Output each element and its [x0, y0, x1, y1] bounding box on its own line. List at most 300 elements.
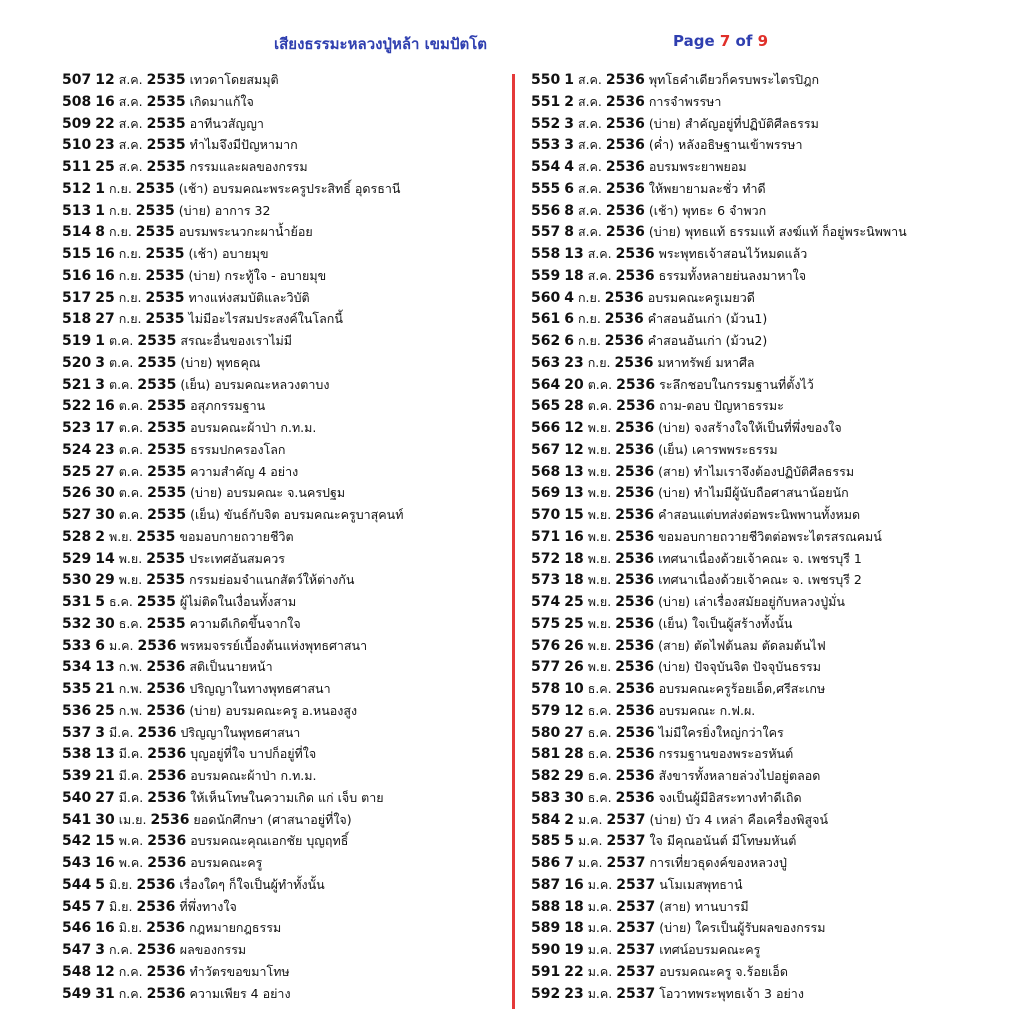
entry-title: (เย็น) อบรมคณะหลวงตาบง: [180, 376, 330, 392]
entry-year: 2535: [147, 420, 187, 436]
entry-month: พ.ย.: [587, 594, 612, 609]
entry-year: 2536: [614, 354, 654, 371]
entry-year: 2535: [146, 550, 186, 567]
entry-day: 12: [95, 963, 115, 980]
list-item: [62, 983, 502, 1005]
list-item: [62, 178, 502, 200]
list-item: [62, 287, 502, 309]
entry-number: 572: [531, 550, 561, 567]
entry-year: 2535: [146, 115, 186, 132]
page-header: [0, 30, 1024, 60]
entry-day: 25: [95, 702, 115, 719]
entry-title: ให้เห็นโทษในความเกิด แก่ เจ็บ ตาย: [190, 789, 384, 805]
entry-day: 12: [564, 702, 584, 719]
entry-day: 26: [564, 637, 584, 654]
entry-month: พ.ค.: [118, 833, 144, 849]
entry-month: ธ.ค.: [587, 789, 612, 805]
entry-year: 2536: [615, 746, 655, 763]
entry-number: 534: [62, 659, 92, 676]
entry-day: 23: [95, 137, 115, 154]
entry-title: อสุภกรรมฐาน: [190, 398, 266, 414]
entry-month: ม.ค.: [587, 963, 613, 979]
entry-year: 2536: [604, 333, 644, 349]
list-item: [62, 243, 502, 265]
entry-day: 4: [564, 159, 574, 175]
entry-title: (บ่าย) ปัจจุบันจิต ปัจจุบันธรรม: [658, 659, 821, 675]
entry-title: ไม่มีใครยิ่งใหญ่กว่าใคร: [658, 724, 784, 740]
entry-month: ส.ค.: [118, 93, 143, 109]
list-item: [531, 743, 1011, 765]
entry-title: อบรมพระยาพยอม: [648, 159, 747, 174]
entry-year: 2536: [615, 420, 655, 436]
entry-day: 22: [564, 963, 584, 980]
entry-month: พ.ย.: [587, 485, 612, 501]
entry-year: 2536: [605, 72, 645, 88]
entry-title: กรรมย่อมจำแนกสัตว์ให้ต่างกัน: [189, 572, 355, 588]
entry-year: 2537: [616, 898, 656, 915]
entry-number: 582: [531, 768, 561, 784]
entry-day: 8: [95, 224, 105, 241]
entry-day: 13: [95, 659, 115, 676]
entry-day: 3: [95, 942, 105, 958]
entry-day: 18: [564, 550, 584, 567]
entry-number: 578: [531, 681, 561, 697]
entry-number: 563: [531, 354, 561, 371]
entry-day: 1: [95, 333, 105, 349]
entry-year: 2535: [136, 528, 176, 545]
entry-month: พ.ย.: [587, 550, 612, 566]
entry-year: 2536: [615, 550, 655, 567]
entry-day: 3: [564, 115, 574, 132]
entry-month: พ.ย.: [587, 463, 612, 479]
entry-title: (สาย) ตัดไฟต้นลม ตัดลมต้นไฟ: [658, 637, 826, 653]
entry-year: 2536: [147, 789, 187, 806]
entry-month: ม.ค.: [577, 811, 603, 827]
list-item: [62, 200, 502, 222]
entry-month: ส.ค.: [118, 72, 143, 87]
entry-year: 2535: [146, 159, 186, 175]
entry-year: 2536: [146, 985, 186, 1002]
entry-year: 2535: [137, 354, 177, 371]
entry-day: 6: [564, 311, 574, 328]
entry-number: 554: [531, 159, 561, 175]
entry-day: 7: [95, 898, 105, 915]
entry-month: ธ.ค.: [108, 594, 133, 609]
entry-number: 586: [531, 855, 561, 871]
entry-number: 577: [531, 659, 561, 676]
entry-number: 573: [531, 572, 561, 589]
entry-day: 23: [95, 441, 115, 458]
entry-title: ไม่มีอะไรสมประสงค์ในโลกนี้: [188, 311, 343, 327]
entry-day: 19: [564, 942, 584, 958]
entry-number: 553: [531, 137, 561, 154]
entry-day: 15: [564, 507, 584, 523]
entry-day: 27: [564, 724, 584, 741]
entry-month: ม.ค.: [587, 920, 613, 936]
entry-number: 512: [62, 180, 92, 197]
entry-number: 567: [531, 441, 561, 458]
entry-number: 525: [62, 463, 92, 480]
entry-title: พรหมจรรย์เบื้องต้นแห่งพุทธศาสนา: [180, 637, 368, 653]
entry-month: พ.ย.: [587, 637, 612, 653]
list-item: [531, 830, 1011, 852]
entry-number: 511: [62, 159, 92, 175]
entry-day: 15: [95, 833, 115, 850]
entry-title: (สาย) ทำไมเราจึงต้องปฏิบัติศีลธรรม: [658, 463, 855, 479]
list-item: [62, 961, 502, 983]
right-column: [531, 69, 1011, 1004]
entry-number: 571: [531, 528, 561, 545]
entry-month: พ.ย.: [587, 659, 612, 675]
entry-year: 2537: [616, 876, 656, 893]
list-item: [62, 265, 502, 287]
entry-day: 2: [564, 93, 574, 110]
entry-year: 2535: [145, 246, 185, 262]
entry-title: อบรมคณะผ้าป่า ก.ท.ม.: [190, 768, 317, 783]
entry-day: 13: [564, 246, 584, 262]
entry-title: ทำวัตรขอขมาโทษ: [189, 963, 290, 979]
entry-number: 551: [531, 93, 561, 110]
entry-month: พ.ย.: [118, 550, 143, 566]
list-item: [62, 569, 502, 591]
entry-title: เทวดาโดยสมมุติ: [189, 72, 279, 87]
list-item: [531, 917, 1011, 939]
entry-day: 1: [564, 72, 574, 88]
page-indicator: [673, 32, 768, 50]
entry-title: ที่พึ่งทางใจ: [179, 898, 237, 914]
entry-day: 27: [95, 311, 115, 328]
page-of: of: [735, 32, 753, 50]
entry-month: พ.ย.: [118, 572, 143, 588]
entry-title: ขอมอบกายถวายชีวิตต่อพระไตรสรณคมน์: [658, 528, 882, 544]
entry-number: 535: [62, 681, 92, 697]
entry-title: ทางแห่งสมบัติและวิบัติ: [188, 289, 310, 305]
entry-number: 517: [62, 289, 92, 306]
entry-month: พ.ย.: [587, 420, 612, 435]
entry-day: 22: [95, 115, 115, 132]
entry-month: พ.ค.: [118, 855, 144, 870]
list-item: [531, 91, 1011, 113]
entry-title: อบรมคณะ ก.ฟ.ผ.: [658, 702, 756, 718]
entry-month: พ.ย.: [587, 615, 612, 631]
list-item: [531, 178, 1011, 200]
entry-month: ก.ย.: [587, 354, 611, 370]
entry-day: 5: [95, 594, 105, 610]
entry-month: ส.ค.: [577, 202, 602, 218]
entry-title: มหาทรัพย์ มหาศีล: [657, 354, 755, 370]
entry-day: 29: [564, 768, 584, 784]
entry-day: 1: [95, 180, 105, 197]
entry-number: 568: [531, 463, 561, 480]
entry-month: พ.ย.: [108, 528, 133, 544]
entry-month: ม.ค.: [587, 876, 613, 892]
entry-day: 23: [564, 354, 584, 371]
entry-year: 2535: [147, 441, 187, 458]
list-item: [62, 113, 502, 135]
entry-day: 25: [95, 289, 115, 306]
list-item: [62, 134, 502, 156]
entry-day: 4: [564, 289, 574, 306]
entry-title: (เช้า) อบรมคณะพระครูประสิทธิ์ อุดรธานี: [178, 180, 401, 196]
entry-month: ส.ค.: [577, 180, 602, 196]
entry-day: 8: [564, 224, 574, 241]
entry-number: 516: [62, 267, 92, 284]
entry-number: 541: [62, 811, 92, 828]
entry-month: มิ.ย.: [108, 876, 133, 892]
entry-month: ม.ค.: [587, 898, 613, 914]
entry-month: ต.ค.: [118, 507, 144, 522]
list-item: [62, 613, 502, 635]
entry-title: พระพุทธเจ้าสอนไว้หมดแล้ว: [658, 246, 808, 261]
entry-month: ม.ค.: [587, 942, 613, 957]
entry-number: 543: [62, 855, 92, 871]
entry-month: พ.ย.: [587, 572, 612, 588]
list-item: [62, 830, 502, 852]
entry-year: 2537: [616, 985, 656, 1002]
entry-day: 1: [95, 202, 105, 219]
entry-number: 520: [62, 354, 92, 371]
list-item: [62, 939, 502, 961]
entry-title: อบรมคณะครู: [190, 855, 263, 870]
entry-number: 537: [62, 724, 92, 741]
entry-year: 2536: [616, 376, 656, 393]
entry-month: ก.ย.: [108, 202, 132, 218]
entry-number: 557: [531, 224, 561, 241]
list-item: [531, 417, 1011, 439]
entry-number: 519: [62, 333, 92, 349]
list-item: [531, 874, 1011, 896]
entry-title: (บ่าย) จงสร้างใจให้เป็นที่พึ่งของใจ: [658, 420, 842, 435]
entry-year: 2536: [605, 180, 645, 197]
entry-day: 25: [564, 615, 584, 632]
entry-number: 545: [62, 898, 92, 915]
list-item: [531, 591, 1011, 613]
entry-title: ผู้ไม่ติดในเงื่อนทั้งสาม: [179, 594, 297, 609]
entry-title: (บ่าย) เล่าเรื่องสมัยอยู่กับหลวงปู่มั่น: [658, 594, 845, 609]
entry-month: ส.ค.: [577, 137, 602, 153]
entry-title: ผลของกรรม: [179, 942, 247, 957]
list-item: [62, 591, 502, 613]
entry-year: 2535: [135, 224, 175, 241]
entry-day: 16: [95, 246, 115, 262]
entry-title: ระลึกชอบในกรรมฐานที่ตั้งไว้: [659, 376, 814, 392]
entry-number: 569: [531, 485, 561, 502]
entry-title: สติเป็นนายหน้า: [189, 659, 273, 675]
entry-month: ส.ค.: [577, 224, 602, 240]
entry-month: ก.ย.: [118, 311, 142, 327]
entry-number: 536: [62, 702, 92, 719]
entry-year: 2536: [615, 615, 655, 632]
entry-day: 30: [95, 811, 115, 828]
entry-year: 2536: [146, 963, 186, 980]
entry-month: ก.ย.: [577, 289, 601, 305]
entry-number: 561: [531, 311, 561, 328]
entry-year: 2535: [135, 180, 175, 197]
list-item: [531, 352, 1011, 374]
list-item: [531, 635, 1011, 657]
entry-month: เม.ย.: [118, 811, 147, 827]
entry-month: ก.ค.: [118, 963, 143, 979]
entry-month: ต.ค.: [118, 463, 144, 479]
entry-title: (เช้า) อบายมุข: [188, 246, 269, 261]
entry-year: 2536: [615, 768, 655, 784]
entry-number: 524: [62, 441, 92, 458]
entry-title: เทศนาเนื่องด้วยเจ้าคณะ จ. เพชรบุรี 1: [658, 550, 862, 566]
entry-title: อบรมคณะครูร้อยเอ็ด,ศรีสะเกษ: [658, 681, 826, 696]
entry-day: 18: [564, 898, 584, 915]
list-item: [62, 417, 502, 439]
entry-month: ธ.ค.: [587, 702, 612, 718]
entry-day: 30: [95, 485, 115, 502]
entry-year: 2536: [147, 855, 187, 871]
entry-day: 21: [95, 768, 115, 784]
entry-title: ปริญญาในพุทธศาสนา: [180, 724, 301, 740]
entry-number: 556: [531, 202, 561, 219]
list-item: [62, 809, 502, 831]
entry-year: 2536: [146, 659, 186, 676]
list-item: [531, 308, 1011, 330]
entry-day: 28: [564, 398, 584, 415]
entry-day: 10: [564, 681, 584, 697]
entry-title: อาทีนวสัญญา: [189, 115, 264, 131]
entry-title: คำสอนอันเก่า (ม้วน1): [647, 311, 768, 327]
entry-number: 523: [62, 420, 92, 436]
entry-month: ก.ย.: [577, 311, 601, 327]
entry-number: 575: [531, 615, 561, 632]
entry-title: เทศนาเนื่องด้วยเจ้าคณะ จ. เพชรบุรี 2: [658, 572, 862, 588]
list-item: [62, 874, 502, 896]
entry-day: 31: [95, 985, 115, 1002]
entry-number: 583: [531, 789, 561, 806]
entry-year: 2535: [145, 311, 185, 328]
list-item: [62, 504, 502, 526]
entry-title: (เย็น) ใจเป็นผู้สร้างทั้งนั้น: [658, 615, 793, 631]
entry-title: โอวาทพระพุทธเจ้า 3 อย่าง: [659, 985, 804, 1001]
entry-day: 2: [564, 811, 574, 828]
entry-day: 3: [95, 376, 105, 393]
entry-month: ส.ค.: [577, 93, 602, 109]
entry-day: 18: [564, 267, 584, 284]
entry-month: พ.ย.: [587, 528, 612, 544]
entry-month: ม.ค.: [577, 833, 603, 849]
entry-year: 2536: [605, 224, 645, 241]
entry-month: ส.ค.: [587, 246, 612, 261]
entry-title: ธรรมทั้งหลายย่นลงมาหาใจ: [658, 267, 807, 283]
entry-month: ก.ค.: [108, 942, 133, 957]
entry-month: ก.พ.: [118, 702, 143, 718]
entry-day: 3: [564, 137, 574, 154]
entry-day: 5: [95, 876, 105, 893]
entry-month: ส.ค.: [587, 267, 612, 283]
list-item: [531, 613, 1011, 635]
entry-year: 2535: [145, 289, 185, 306]
entry-year: 2535: [136, 594, 176, 610]
list-item: [62, 482, 502, 504]
entry-title: นโมเมสพุทธานํ: [659, 876, 743, 892]
entry-year: 2535: [146, 93, 186, 110]
entry-number: 515: [62, 246, 92, 262]
entry-year: 2536: [136, 898, 176, 915]
entry-number: 587: [531, 876, 561, 893]
list-item: [531, 287, 1011, 309]
list-item: [531, 722, 1011, 744]
entry-year: 2536: [615, 246, 655, 262]
list-item: [531, 461, 1011, 483]
entry-title: ทำไมจึงมีปัญหามาก: [189, 137, 298, 153]
entry-month: พ.ย.: [587, 507, 612, 522]
entry-title: การเที่ยวธุดงค์ของหลวงปู่: [649, 855, 787, 870]
entry-number: 592: [531, 985, 561, 1002]
entry-number: 566: [531, 420, 561, 436]
entry-month: พ.ย.: [587, 441, 612, 457]
entry-number: 565: [531, 398, 561, 415]
list-item: [531, 504, 1011, 526]
entry-year: 2535: [145, 267, 185, 284]
entry-year: 2536: [615, 659, 655, 676]
page-total: 9: [757, 32, 769, 50]
entry-year: 2536: [615, 572, 655, 589]
entry-number: 531: [62, 594, 92, 610]
entry-title: กฎหมายกฎธรรม: [189, 920, 282, 936]
list-item: [62, 308, 502, 330]
entry-title: (บ่าย) อาการ 32: [178, 202, 271, 218]
entry-year: 2536: [605, 93, 645, 110]
entry-title: เทศน์อบรมคณะครู: [659, 942, 761, 957]
list-item: [62, 896, 502, 918]
entry-day: 28: [564, 746, 584, 763]
entry-year: 2536: [615, 507, 655, 523]
entry-year: 2536: [146, 702, 186, 719]
entry-title: (บ่าย) กระทู้ใจ - อบายมุข: [188, 267, 327, 283]
entry-number: 527: [62, 507, 92, 523]
entry-year: 2536: [604, 311, 644, 328]
entry-year: 2535: [135, 202, 175, 219]
entry-number: 579: [531, 702, 561, 719]
entry-month: ก.ค.: [118, 985, 143, 1001]
entry-title: สรณะอื่นของเราไม่มี: [180, 333, 292, 348]
entry-number: 555: [531, 180, 561, 197]
entry-title: บุญอยู่ที่ใจ บาปก็อยู่ที่ใจ: [190, 746, 317, 762]
list-item: [62, 722, 502, 744]
list-item: [62, 330, 502, 352]
entry-title: อบรมคณะครู จ.ร้อยเอ็ด: [659, 963, 789, 979]
list-item: [531, 113, 1011, 135]
list-item: [62, 221, 502, 243]
entry-title: ให้พยายามละชั่ว ทำดี: [648, 180, 766, 196]
entry-number: 559: [531, 267, 561, 284]
entry-day: 23: [564, 985, 584, 1002]
entry-day: 6: [564, 333, 574, 349]
entry-month: ต.ค.: [118, 485, 144, 501]
entry-month: ก.พ.: [118, 659, 143, 675]
entry-month: มี.ค.: [108, 724, 134, 740]
entry-month: ส.ค.: [118, 115, 143, 131]
entry-month: ม.ค.: [577, 855, 603, 870]
entry-day: 12: [564, 420, 584, 436]
entry-year: 2535: [147, 398, 187, 415]
list-item: [62, 700, 502, 722]
entry-title: (ค่ำ) หลังอธิษฐานเข้าพรรษา: [648, 137, 803, 153]
entry-day: 16: [95, 267, 115, 284]
entry-number: 542: [62, 833, 92, 850]
list-item: [62, 91, 502, 113]
entry-title: เรื่องใดๆ ก็ใจเป็นผู้ทำทั้งนั้น: [179, 876, 325, 892]
entry-number: 584: [531, 811, 561, 828]
list-item: [531, 265, 1011, 287]
entry-number: 550: [531, 72, 561, 88]
list-item: [531, 69, 1011, 91]
list-item: [531, 548, 1011, 570]
